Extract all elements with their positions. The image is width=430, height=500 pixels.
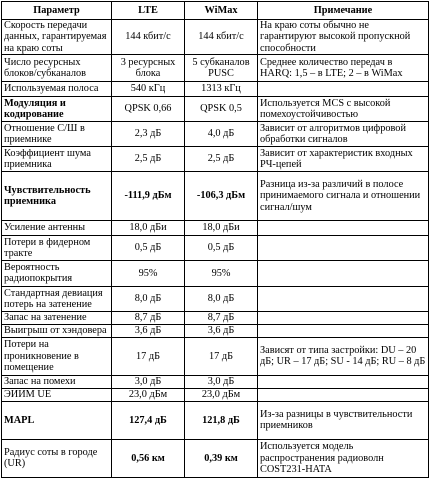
header-parameter: Параметр <box>2 2 112 20</box>
note-cell: Используется MCS с высокой помехоустойчивостью <box>258 96 429 121</box>
wimax-cell: 3,6 дБ <box>185 324 258 337</box>
table-row <box>2 439 429 477</box>
wimax-cell: 8,0 дБ <box>185 286 258 311</box>
table-row <box>2 388 429 401</box>
table-row <box>2 337 429 375</box>
note-cell <box>258 388 429 401</box>
note-cell: Разница из-за различий в полосе принимаемого сигнала и отношении сигнал/шум <box>258 171 429 220</box>
lte-cell: 144 кбит/с <box>112 20 185 55</box>
param-cell: Стандартная девиация потерь на затенение <box>2 286 112 311</box>
lte-cell: 8,7 дБ <box>112 311 185 324</box>
table-row <box>2 54 429 81</box>
param-cell: Потери в фидерном тракте <box>2 235 112 260</box>
param-cell: Запас на затенение <box>2 311 112 324</box>
param-cell: ЭИИМ UE <box>2 388 112 401</box>
wimax-cell: -106,3 дБм <box>185 171 258 220</box>
table-row <box>2 235 429 260</box>
wimax-cell: 95% <box>185 260 258 286</box>
note-cell <box>258 81 429 96</box>
lte-cell: 3,6 дБ <box>112 324 185 337</box>
wimax-cell: 8,7 дБ <box>185 311 258 324</box>
lte-cell: 3,0 дБ <box>112 375 185 388</box>
header-row <box>2 2 429 20</box>
table-row <box>2 260 429 286</box>
note-cell: Зависит от алгоритмов цифровой обработки сигналов <box>258 121 429 146</box>
note-cell <box>258 286 429 311</box>
param-cell: Вероятность радиопокрытия <box>2 260 112 286</box>
param-cell: Радиус соты в городе (UR) <box>2 439 112 477</box>
param-cell: Потери на проникновение в помещение <box>2 337 112 375</box>
wimax-cell: 23,0 дБм <box>185 388 258 401</box>
wimax-cell: 3,0 дБ <box>185 375 258 388</box>
wimax-cell: 0,5 дБ <box>185 235 258 260</box>
wimax-cell: QPSK 0,5 <box>185 96 258 121</box>
lte-cell: 127,4 дБ <box>112 401 185 439</box>
note-cell <box>258 220 429 235</box>
note-cell <box>258 324 429 337</box>
wimax-cell: 18,0 дБи <box>185 220 258 235</box>
param-cell: Отношение С/Ш в приемнике <box>2 121 112 146</box>
table-row <box>2 324 429 337</box>
note-cell: Зависят от типа застройки: DU – 20 дБ; UR – 17 дБ; SU - 14 дБ; RU – 8 дБ <box>258 337 429 375</box>
wimax-cell: 1313 кГц <box>185 81 258 96</box>
header-note: Примечание <box>258 2 429 20</box>
param-cell: Используемая полоса <box>2 81 112 96</box>
table-row <box>2 96 429 121</box>
note-cell <box>258 260 429 286</box>
lte-cell: 0,5 дБ <box>112 235 185 260</box>
wimax-cell: 5 субканалов PUSC <box>185 54 258 81</box>
lte-cell: 8,0 дБ <box>112 286 185 311</box>
lte-cell: QPSK 0,66 <box>112 96 185 121</box>
table-row <box>2 20 429 55</box>
lte-cell: 95% <box>112 260 185 286</box>
table-row <box>2 81 429 96</box>
param-cell: Усиление антенны <box>2 220 112 235</box>
param-cell: Запас на помехи <box>2 375 112 388</box>
table-row <box>2 171 429 220</box>
link-budget-table-container <box>1 1 428 478</box>
wimax-cell: 0,39 км <box>185 439 258 477</box>
param-cell: Скорость передачи данных, гарантируемая на краю соты <box>2 20 112 55</box>
wimax-cell: 17 дБ <box>185 337 258 375</box>
param-cell: Модуляция и кодирование <box>2 96 112 121</box>
header-wimax: WiMax <box>185 2 258 20</box>
note-cell: На краю соты обычно не гарантируют высокой пропускной способности <box>258 20 429 55</box>
lte-cell: 0,56 км <box>112 439 185 477</box>
note-cell: Среднее количество передач в HARQ: 1,5 – в LTE; 2 – в WiMax <box>258 54 429 81</box>
lte-cell: -111,9 дБм <box>112 171 185 220</box>
lte-cell: 2,3 дБ <box>112 121 185 146</box>
wimax-cell: 2,5 дБ <box>185 146 258 171</box>
note-cell <box>258 235 429 260</box>
table-row <box>2 286 429 311</box>
wimax-cell: 144 кбит/с <box>185 20 258 55</box>
link-budget-table <box>1 1 429 478</box>
lte-cell: 540 кГц <box>112 81 185 96</box>
header-lte: LTE <box>112 2 185 20</box>
wimax-cell: 4,0 дБ <box>185 121 258 146</box>
param-cell: Чувствительность приемника <box>2 171 112 220</box>
lte-cell: 17 дБ <box>112 337 185 375</box>
lte-cell: 3 ресурсных блока <box>112 54 185 81</box>
param-cell: Число ресурсных блоков/субканалов <box>2 54 112 81</box>
wimax-cell: 121,8 дБ <box>185 401 258 439</box>
note-cell: Зависит от характеристик входных РЧ-цепей <box>258 146 429 171</box>
table-row <box>2 401 429 439</box>
lte-cell: 18,0 дБи <box>112 220 185 235</box>
table-row <box>2 311 429 324</box>
note-cell: Из-за разницы в чувствительности приемников <box>258 401 429 439</box>
note-cell <box>258 311 429 324</box>
note-cell: Используется модель распространения радиоволн COST231-HATA <box>258 439 429 477</box>
param-cell: Выигрыш от хэндовера <box>2 324 112 337</box>
note-cell <box>258 375 429 388</box>
table-row <box>2 121 429 146</box>
table-row <box>2 220 429 235</box>
table-row <box>2 146 429 171</box>
table-row <box>2 375 429 388</box>
lte-cell: 2,5 дБ <box>112 146 185 171</box>
lte-cell: 23,0 дБм <box>112 388 185 401</box>
param-cell: Коэффициент шума приемника <box>2 146 112 171</box>
param-cell: MAPL <box>2 401 112 439</box>
